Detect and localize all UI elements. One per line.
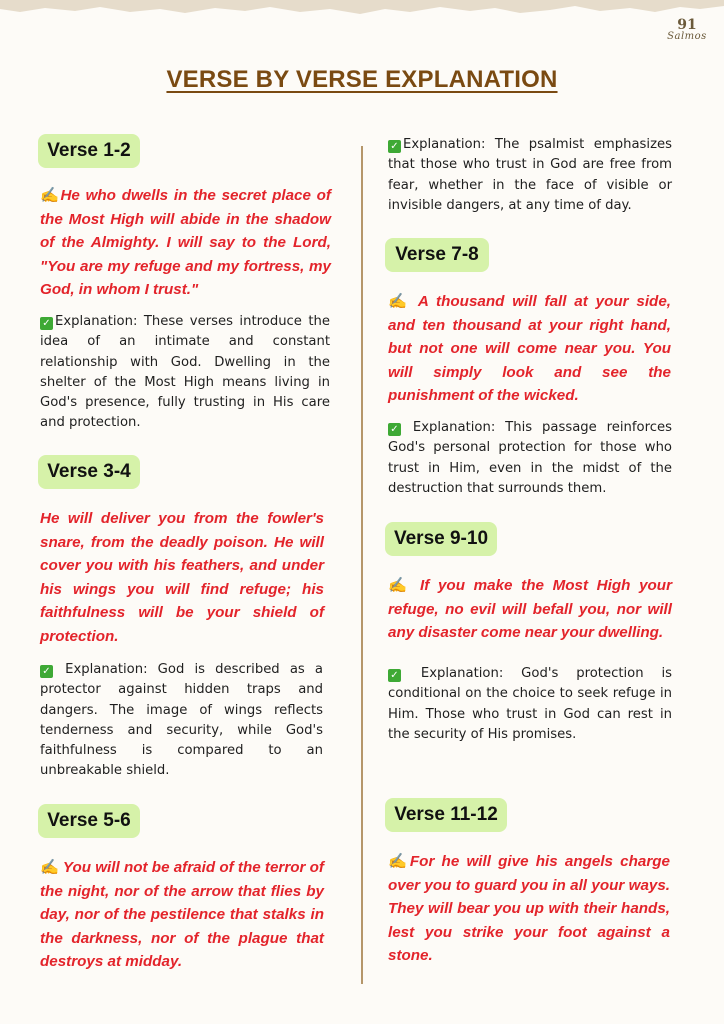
verse-text: ✍ If you make the Most High your refuge, no evil will befall you, nor will any disaster come near your dwelling.	[388, 577, 672, 642]
logo-script: Salmos	[667, 31, 707, 42]
verse-text: ✍For he will give his angels charge over you to guard you in all your ways. They will bear you up with their hands, lest you strike your foot against a stone.	[388, 853, 670, 965]
verse-badge: Verse 7-8	[385, 238, 489, 272]
writing-hand-icon: ✍	[40, 187, 61, 204]
check-mark-icon: ✓	[40, 317, 53, 330]
page-title: VERSE BY VERSE EXPLANATION	[166, 66, 558, 93]
verse-text: He will deliver you from the fowler's snare, from the deadly poison. He will cover you with his feathers, and under his wings you will find refuge; his faithfulness will be your shield of protection.	[40, 510, 324, 645]
writing-hand-icon: ✍	[388, 577, 412, 594]
logo	[660, 18, 714, 48]
torn-paper-strip	[0, 0, 724, 20]
explanation-text: ✓ Explanation: God's protection is conditional on the choice to seek refuge in Him. Those who trust in God can rest in the security of His promises.	[388, 666, 672, 742]
logo-number: 91	[677, 17, 697, 33]
verse-text: ✍ A thousand will fall at your side, and ten thousand at your right hand, but not one will come near you. You will simply look and see the punishment of the wicked.	[388, 293, 672, 405]
verse-badge: Verse 9-10	[385, 522, 497, 556]
writing-hand-icon: ✍	[388, 293, 411, 310]
explanation-text: ✓ Explanation: These verses introduce the idea of an intimate and constant relationship with God. Dwelling in the shelter of the Most High means living in God's presence, fully trusting in His care and protection.	[40, 314, 330, 431]
writing-hand-icon: ✍	[388, 853, 410, 870]
verse-badge: Verse 11-12	[385, 798, 507, 832]
explanation-text: ✓ Explanation: The psalmist emphasizes that those who trust in God are free from fear, whether in the face of visible or invisible dangers, at any time of day.	[388, 137, 672, 213]
check-mark-icon: ✓	[388, 669, 401, 682]
verse-text: ✍ You will not be afraid of the terror of the night, nor of the arrow that flies by day, nor of the pestilence that stalks in the darkness, nor of the plague that destroys at midday.	[40, 859, 324, 971]
writing-hand-icon: ✍	[40, 859, 59, 876]
check-mark-icon: ✓	[388, 140, 401, 153]
verse-text: ✍He who dwells in the secret place of the Most High will abide in the shadow of the Almighty. I will say to the Lord, "You are my refuge and my fortress, my God, in whom I trust."	[40, 187, 331, 299]
column-divider	[361, 146, 363, 984]
verse-badge: Verse 1-2	[38, 134, 140, 168]
check-mark-icon: ✓	[388, 423, 401, 436]
verse-badge: Verse 3-4	[38, 455, 140, 489]
explanation-text: ✓ Explanation: God is described as a protector against hidden traps and dangers. The image of wings reflects tenderness and security, while God's faithfulness is compared to an unbreakable shield.	[40, 662, 323, 779]
verse-badge: Verse 5-6	[38, 804, 140, 838]
explanation-text: ✓ Explanation: This passage reinforces God's personal protection for those who trust in Him, even in the midst of the destruction that surrounds them.	[388, 420, 672, 496]
check-mark-icon: ✓	[40, 665, 53, 678]
